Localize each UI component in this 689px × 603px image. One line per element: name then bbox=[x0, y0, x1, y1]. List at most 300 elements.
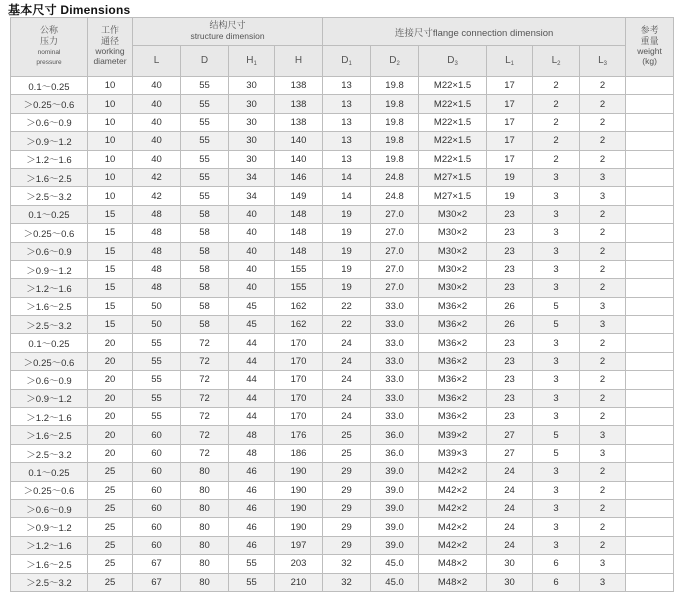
table-cell: 33.0 bbox=[371, 334, 419, 352]
table-cell: 46 bbox=[229, 518, 275, 536]
table-cell: 3 bbox=[533, 481, 580, 499]
table-cell: 3 bbox=[533, 224, 580, 242]
table-cell: 3 bbox=[533, 334, 580, 352]
table-row bbox=[11, 463, 674, 481]
table-cell: 50 bbox=[133, 297, 181, 315]
table-cell: 45 bbox=[229, 297, 275, 315]
table-cell: 25 bbox=[88, 573, 133, 591]
col-header: $D_3$ bbox=[419, 46, 487, 77]
table-cell: 24.8 bbox=[371, 168, 419, 186]
table-cell: 2 bbox=[580, 371, 626, 389]
table-cell: ＞1.6～2.5 bbox=[11, 426, 88, 444]
table-cell: M30×2 bbox=[419, 205, 487, 223]
table-cell: 15 bbox=[88, 297, 133, 315]
weight-cell bbox=[626, 132, 674, 150]
table-cell: 10 bbox=[88, 113, 133, 131]
table-cell: 19 bbox=[323, 205, 371, 223]
table-cell: 2 bbox=[580, 518, 626, 536]
table-cell: 3 bbox=[580, 316, 626, 334]
page-title: 基本尺寸 Dimensions bbox=[8, 3, 131, 17]
table-cell: 30 bbox=[229, 150, 275, 168]
dimensions-table-wrapper bbox=[10, 17, 674, 592]
table-cell: 2 bbox=[580, 536, 626, 554]
table-cell: 190 bbox=[275, 481, 323, 499]
table-cell: 44 bbox=[229, 334, 275, 352]
table-cell: 0.1～0.25 bbox=[11, 77, 88, 95]
table-cell: 24.8 bbox=[371, 187, 419, 205]
table-cell: 19 bbox=[487, 187, 533, 205]
table-cell: 148 bbox=[275, 205, 323, 223]
header-weight-en: weight (kg) bbox=[637, 46, 662, 67]
table-cell: M39×2 bbox=[419, 426, 487, 444]
table-cell: 24 bbox=[323, 371, 371, 389]
table-cell: 27.0 bbox=[371, 242, 419, 260]
table-cell: 170 bbox=[275, 371, 323, 389]
table-cell: 149 bbox=[275, 187, 323, 205]
table-cell: 5 bbox=[533, 444, 580, 462]
table-cell: ＞2.5～3.2 bbox=[11, 573, 88, 591]
table-cell: 3 bbox=[533, 279, 580, 297]
table-cell: ＞0.9～1.2 bbox=[11, 518, 88, 536]
header-weight-cn: 参考 重量 bbox=[640, 25, 659, 46]
table-cell: 2 bbox=[580, 224, 626, 242]
table-cell: 186 bbox=[275, 444, 323, 462]
table-cell: 2 bbox=[580, 334, 626, 352]
table-cell: 67 bbox=[133, 555, 181, 573]
table-cell: 170 bbox=[275, 389, 323, 407]
table-cell: 72 bbox=[181, 334, 229, 352]
table-cell: 72 bbox=[181, 444, 229, 462]
table-cell: 3 bbox=[533, 352, 580, 370]
table-cell: 26 bbox=[487, 316, 533, 334]
table-cell: ＞0.6～0.9 bbox=[11, 499, 88, 517]
table-cell: 27.0 bbox=[371, 224, 419, 242]
table-cell: 40 bbox=[229, 260, 275, 278]
table-cell: 148 bbox=[275, 242, 323, 260]
col-header: $L_2$ bbox=[533, 46, 580, 77]
table-cell: 60 bbox=[133, 463, 181, 481]
table-cell: 17 bbox=[487, 132, 533, 150]
table-cell: 25 bbox=[88, 555, 133, 573]
table-cell: 46 bbox=[229, 499, 275, 517]
table-cell: M22×1.5 bbox=[419, 150, 487, 168]
weight-cell bbox=[626, 242, 674, 260]
table-cell: 162 bbox=[275, 316, 323, 334]
table-cell: 33.0 bbox=[371, 389, 419, 407]
table-cell: 46 bbox=[229, 481, 275, 499]
table-cell: 30 bbox=[229, 77, 275, 95]
table-cell: 48 bbox=[133, 224, 181, 242]
table-cell: 25 bbox=[88, 481, 133, 499]
weight-cell bbox=[626, 334, 674, 352]
table-cell: M27×1.5 bbox=[419, 187, 487, 205]
table-cell: 40 bbox=[229, 205, 275, 223]
weight-cell bbox=[626, 481, 674, 499]
table-row bbox=[11, 481, 674, 499]
table-row bbox=[11, 352, 674, 370]
table-cell: 45.0 bbox=[371, 555, 419, 573]
table-row bbox=[11, 334, 674, 352]
header-diameter bbox=[88, 18, 133, 77]
table-cell: ＞2.5～3.2 bbox=[11, 444, 88, 462]
table-cell: 3 bbox=[580, 168, 626, 186]
table-cell: 46 bbox=[229, 463, 275, 481]
weight-cell bbox=[626, 95, 674, 113]
weight-cell bbox=[626, 573, 674, 591]
table-cell: 15 bbox=[88, 224, 133, 242]
table-cell: 80 bbox=[181, 499, 229, 517]
table-cell: 23 bbox=[487, 260, 533, 278]
table-cell: 15 bbox=[88, 279, 133, 297]
weight-cell bbox=[626, 297, 674, 315]
table-cell: M30×2 bbox=[419, 242, 487, 260]
table-cell: 44 bbox=[229, 371, 275, 389]
table-cell: 13 bbox=[323, 150, 371, 168]
table-cell: M48×2 bbox=[419, 573, 487, 591]
table-cell: M22×1.5 bbox=[419, 77, 487, 95]
table-cell: 60 bbox=[133, 481, 181, 499]
table-cell: ＞0.25～0.6 bbox=[11, 352, 88, 370]
table-cell: 17 bbox=[487, 113, 533, 131]
table-row bbox=[11, 187, 674, 205]
table-cell: 3 bbox=[580, 444, 626, 462]
table-cell: ＞1.2～1.6 bbox=[11, 536, 88, 554]
weight-cell bbox=[626, 444, 674, 462]
table-cell: 80 bbox=[181, 536, 229, 554]
table-cell: 20 bbox=[88, 444, 133, 462]
table-row bbox=[11, 408, 674, 426]
table-cell: 24 bbox=[487, 518, 533, 536]
table-cell: M42×2 bbox=[419, 518, 487, 536]
table-cell: M30×2 bbox=[419, 260, 487, 278]
table-cell: 10 bbox=[88, 168, 133, 186]
table-cell: 60 bbox=[133, 426, 181, 444]
table-cell: 58 bbox=[181, 297, 229, 315]
table-cell: 30 bbox=[487, 573, 533, 591]
table-cell: 25 bbox=[88, 499, 133, 517]
table-cell: 190 bbox=[275, 518, 323, 536]
table-cell: 39.0 bbox=[371, 481, 419, 499]
table-cell: 50 bbox=[133, 316, 181, 334]
table-cell: 2 bbox=[533, 95, 580, 113]
table-cell: 24 bbox=[487, 499, 533, 517]
weight-cell bbox=[626, 499, 674, 517]
table-cell: 48 bbox=[133, 242, 181, 260]
table-cell: 55 bbox=[181, 150, 229, 168]
col-header: L bbox=[133, 46, 181, 77]
table-cell: 15 bbox=[88, 242, 133, 260]
table-cell: 19.8 bbox=[371, 77, 419, 95]
table-row bbox=[11, 444, 674, 462]
table-cell: M36×2 bbox=[419, 389, 487, 407]
table-cell: 2 bbox=[580, 389, 626, 407]
table-cell: 32 bbox=[323, 573, 371, 591]
table-cell: 2 bbox=[580, 408, 626, 426]
table-cell: 19.8 bbox=[371, 150, 419, 168]
table-cell: 55 bbox=[181, 187, 229, 205]
table-cell: 22 bbox=[323, 297, 371, 315]
table-cell: 2 bbox=[580, 499, 626, 517]
table-cell: 10 bbox=[88, 132, 133, 150]
table-cell: 58 bbox=[181, 260, 229, 278]
table-cell: M42×2 bbox=[419, 463, 487, 481]
table-row bbox=[11, 260, 674, 278]
table-cell: 13 bbox=[323, 77, 371, 95]
table-cell: ＞0.6～0.9 bbox=[11, 113, 88, 131]
table-cell: 23 bbox=[487, 352, 533, 370]
table-cell: 40 bbox=[133, 95, 181, 113]
weight-cell bbox=[626, 187, 674, 205]
table-cell: 23 bbox=[487, 408, 533, 426]
table-cell: 3 bbox=[533, 499, 580, 517]
table-cell: 2 bbox=[533, 150, 580, 168]
table-cell: 19.8 bbox=[371, 95, 419, 113]
table-row bbox=[11, 168, 674, 186]
weight-cell bbox=[626, 113, 674, 131]
table-cell: 25 bbox=[88, 536, 133, 554]
table-cell: 15 bbox=[88, 260, 133, 278]
table-cell: ＞2.5～3.2 bbox=[11, 187, 88, 205]
table-cell: 58 bbox=[181, 205, 229, 223]
table-cell: 3 bbox=[533, 536, 580, 554]
table-cell: 45.0 bbox=[371, 573, 419, 591]
table-cell: 24 bbox=[487, 481, 533, 499]
table-row bbox=[11, 224, 674, 242]
table-cell: 58 bbox=[181, 316, 229, 334]
table-cell: M36×2 bbox=[419, 297, 487, 315]
table-cell: 2 bbox=[580, 279, 626, 297]
table-cell: 26 bbox=[487, 297, 533, 315]
table-cell: 80 bbox=[181, 518, 229, 536]
table-cell: 19 bbox=[487, 168, 533, 186]
table-cell: 3 bbox=[533, 242, 580, 260]
weight-cell bbox=[626, 316, 674, 334]
table-cell: 2 bbox=[580, 352, 626, 370]
table-cell: 0.1～0.25 bbox=[11, 334, 88, 352]
table-cell: M22×1.5 bbox=[419, 113, 487, 131]
table-cell: 6 bbox=[533, 555, 580, 573]
table-cell: 42 bbox=[133, 168, 181, 186]
col-header: $L_3$ bbox=[580, 46, 626, 77]
table-cell: 55 bbox=[133, 334, 181, 352]
table-cell: ＞0.25～0.6 bbox=[11, 481, 88, 499]
table-cell: 60 bbox=[133, 518, 181, 536]
col-header: $D_2$ bbox=[371, 46, 419, 77]
table-cell: 44 bbox=[229, 352, 275, 370]
table-cell: 140 bbox=[275, 132, 323, 150]
col-header: H bbox=[275, 46, 323, 77]
table-cell: M30×2 bbox=[419, 279, 487, 297]
table-body bbox=[11, 77, 674, 592]
header-pressure-cn: 公称 压力 bbox=[39, 25, 58, 46]
table-cell: 36.0 bbox=[371, 426, 419, 444]
table-cell: 10 bbox=[88, 77, 133, 95]
table-cell: 13 bbox=[323, 95, 371, 113]
weight-cell bbox=[626, 352, 674, 370]
table-cell: 30 bbox=[229, 132, 275, 150]
table-row bbox=[11, 316, 674, 334]
table-row bbox=[11, 95, 674, 113]
header-pressure bbox=[11, 18, 88, 77]
table-cell: 40 bbox=[229, 242, 275, 260]
table-cell: ＞0.9～1.2 bbox=[11, 132, 88, 150]
table-cell: 2 bbox=[580, 463, 626, 481]
table-cell: 15 bbox=[88, 316, 133, 334]
table-cell: 34 bbox=[229, 187, 275, 205]
weight-cell bbox=[626, 150, 674, 168]
table-cell: 2 bbox=[580, 150, 626, 168]
table-row bbox=[11, 113, 674, 131]
table-cell: 2 bbox=[533, 132, 580, 150]
table-cell: 29 bbox=[323, 499, 371, 517]
table-cell: 197 bbox=[275, 536, 323, 554]
weight-cell bbox=[626, 408, 674, 426]
table-cell: 2 bbox=[580, 132, 626, 150]
table-cell: 155 bbox=[275, 260, 323, 278]
table-cell: 40 bbox=[133, 132, 181, 150]
table-cell: 80 bbox=[181, 481, 229, 499]
table-cell: 2 bbox=[580, 113, 626, 131]
table-cell: 23 bbox=[487, 371, 533, 389]
table-cell: 20 bbox=[88, 371, 133, 389]
table-cell: M48×2 bbox=[419, 555, 487, 573]
table-cell: 5 bbox=[533, 316, 580, 334]
table-cell: 25 bbox=[323, 444, 371, 462]
weight-cell bbox=[626, 279, 674, 297]
table-cell: 3 bbox=[580, 555, 626, 573]
table-cell: 19 bbox=[323, 242, 371, 260]
table-cell: 20 bbox=[88, 426, 133, 444]
table-cell: 190 bbox=[275, 499, 323, 517]
table-cell: 27 bbox=[487, 426, 533, 444]
table-row bbox=[11, 518, 674, 536]
table-cell: 170 bbox=[275, 408, 323, 426]
table-cell: 58 bbox=[181, 224, 229, 242]
table-cell: 10 bbox=[88, 95, 133, 113]
table-cell: 23 bbox=[487, 389, 533, 407]
table-cell: ＞1.2～1.6 bbox=[11, 279, 88, 297]
table-cell: 3 bbox=[533, 187, 580, 205]
table-row bbox=[11, 150, 674, 168]
table-cell: 55 bbox=[133, 371, 181, 389]
table-cell: 30 bbox=[229, 95, 275, 113]
table-cell: 146 bbox=[275, 168, 323, 186]
table-row bbox=[11, 426, 674, 444]
table-cell: 3 bbox=[533, 205, 580, 223]
table-cell: 33.0 bbox=[371, 408, 419, 426]
table-cell: M36×2 bbox=[419, 334, 487, 352]
table-cell: 148 bbox=[275, 224, 323, 242]
table-cell: 24 bbox=[323, 352, 371, 370]
table-cell: 24 bbox=[323, 389, 371, 407]
table-cell: ＞0.9～1.2 bbox=[11, 389, 88, 407]
table-cell: 72 bbox=[181, 371, 229, 389]
table-cell: ＞1.2～1.6 bbox=[11, 408, 88, 426]
table-cell: 72 bbox=[181, 352, 229, 370]
table-cell: ＞1.6～2.5 bbox=[11, 297, 88, 315]
table-cell: 5 bbox=[533, 426, 580, 444]
table-cell: 44 bbox=[229, 408, 275, 426]
table-row bbox=[11, 573, 674, 591]
weight-cell bbox=[626, 389, 674, 407]
table-cell: 3 bbox=[533, 408, 580, 426]
weight-cell bbox=[626, 371, 674, 389]
table-cell: 44 bbox=[229, 389, 275, 407]
table-cell: 39.0 bbox=[371, 463, 419, 481]
table-cell: 27.0 bbox=[371, 260, 419, 278]
table-cell: 23 bbox=[487, 279, 533, 297]
table-cell: 42 bbox=[133, 187, 181, 205]
table-cell: 3 bbox=[533, 168, 580, 186]
table-cell: M36×2 bbox=[419, 316, 487, 334]
table-cell: 24 bbox=[487, 536, 533, 554]
header-diameter-cn: 工作 通径 bbox=[100, 25, 119, 46]
table-cell: 48 bbox=[229, 426, 275, 444]
dimensions-table bbox=[10, 17, 674, 592]
table-cell: 80 bbox=[181, 555, 229, 573]
table-cell: 40 bbox=[229, 224, 275, 242]
table-cell: 25 bbox=[88, 518, 133, 536]
table-cell: 32 bbox=[323, 555, 371, 573]
table-cell: ＞0.25～0.6 bbox=[11, 95, 88, 113]
table-cell: 170 bbox=[275, 334, 323, 352]
table-cell: 72 bbox=[181, 389, 229, 407]
table-cell: 40 bbox=[229, 279, 275, 297]
table-cell: 14 bbox=[323, 187, 371, 205]
table-cell: 72 bbox=[181, 408, 229, 426]
weight-cell bbox=[626, 205, 674, 223]
table-cell: M22×1.5 bbox=[419, 132, 487, 150]
table-cell: ＞0.6～0.9 bbox=[11, 371, 88, 389]
table-cell: 60 bbox=[133, 536, 181, 554]
table-cell: 6 bbox=[533, 573, 580, 591]
table-cell: 3 bbox=[533, 260, 580, 278]
table-cell: 210 bbox=[275, 573, 323, 591]
table-cell: 14 bbox=[323, 168, 371, 186]
table-cell: 30 bbox=[487, 555, 533, 573]
table-cell: 24 bbox=[323, 408, 371, 426]
header-row-top bbox=[11, 18, 674, 46]
table-cell: 60 bbox=[133, 444, 181, 462]
table-cell: 19 bbox=[323, 279, 371, 297]
weight-cell bbox=[626, 463, 674, 481]
table-cell: 2 bbox=[580, 481, 626, 499]
table-cell: 24 bbox=[323, 334, 371, 352]
table-cell: 19 bbox=[323, 260, 371, 278]
col-header: $D_1$ bbox=[323, 46, 371, 77]
table-cell: 72 bbox=[181, 426, 229, 444]
table-cell: 20 bbox=[88, 352, 133, 370]
table-cell: 3 bbox=[533, 518, 580, 536]
weight-cell bbox=[626, 426, 674, 444]
table-cell: 19.8 bbox=[371, 113, 419, 131]
table-cell: 19.8 bbox=[371, 132, 419, 150]
table-cell: 33.0 bbox=[371, 316, 419, 334]
table-cell: 13 bbox=[323, 113, 371, 131]
table-cell: 55 bbox=[181, 168, 229, 186]
table-cell: M42×2 bbox=[419, 481, 487, 499]
table-cell: 17 bbox=[487, 150, 533, 168]
table-cell: 29 bbox=[323, 481, 371, 499]
table-cell: 55 bbox=[133, 389, 181, 407]
table-cell: 3 bbox=[580, 573, 626, 591]
table-cell: 3 bbox=[533, 371, 580, 389]
table-cell: 17 bbox=[487, 77, 533, 95]
header-structure-cn: 结构尺寸 bbox=[209, 20, 246, 31]
table-cell: ＞2.5～3.2 bbox=[11, 316, 88, 334]
table-row bbox=[11, 555, 674, 573]
table-cell: 2 bbox=[580, 242, 626, 260]
